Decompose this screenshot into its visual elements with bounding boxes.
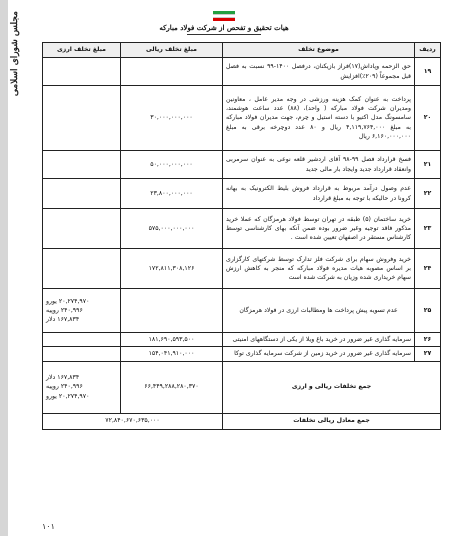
total-fx-dollar: ۱۶۷,۸۳۴ دلار bbox=[46, 374, 80, 382]
row-description: حق الزحمه وپاداش(۱۷)فراز بازیکنان، درفصل ۱۴۰۰-۹۹ نسبت به فصل قبل مجموعاً (۲۰۹٪)افزایش bbox=[223, 58, 415, 86]
row-rial-amount bbox=[121, 58, 223, 86]
row-description: پرداخت به عنوان کمک هزینه ورزشی در وجه مدیر عامل ، معاونین ومدیران شرکت فولاد مبارکه ( واحد)، (۸۸) عدد ساعت هوشمند، سامسونگ مدل اکتیو با دسته استیل و چرم، جهت مدیران فولاد مبارکه به مبلغ ۴,۱۱۹,۷۶۴,۰۰۰ ریال و ۸۰ عدد دوچرخه برقی به مبلغ ۶,۱۶۰,۰۰۰,۰۰۰ ریال bbox=[223, 86, 415, 151]
row-number: ۲۷ bbox=[415, 347, 441, 361]
row-rial-amount: ۲۳,۸۰۰,۰۰۰,۰۰۰ bbox=[121, 179, 223, 209]
row-number: ۲۴ bbox=[415, 249, 441, 289]
violations-table bbox=[42, 42, 441, 430]
table-row bbox=[43, 347, 441, 361]
total-fx-rupee: ۲۴۰,۹۹۶ روپیه bbox=[46, 383, 83, 391]
fx-amount-euro: ۲۰,۲۷۴,۹۷۰ یورو bbox=[46, 297, 90, 305]
row-fx-amount bbox=[43, 209, 121, 249]
row-fx-amount bbox=[43, 58, 121, 86]
iran-flag-icon bbox=[213, 11, 235, 21]
summary-equivalent-row bbox=[43, 413, 441, 429]
row-rial-amount: ۱۵۴,۰۴۱,۹۱۰,۰۰۰ bbox=[121, 347, 223, 361]
total-label: جمع تخلفات ریالی و ارزی bbox=[223, 361, 441, 413]
total-fx-amounts bbox=[43, 361, 121, 413]
header-subject: موضوع تخلف bbox=[223, 43, 415, 58]
fx-amount-dollar: ۱۶۷,۸۳۴ دلار bbox=[46, 316, 80, 324]
row-rial-amount: ۱۷۲,۸۱۱,۳۰۸,۱۲۶ bbox=[121, 249, 223, 289]
summary-total-row bbox=[43, 361, 441, 413]
header-emblem bbox=[159, 8, 289, 38]
row-fx-amount bbox=[43, 249, 121, 289]
page-number: ۱۰۱ bbox=[42, 522, 55, 531]
parliament-logo-text: مجلس شورای اسلامی bbox=[10, 11, 21, 97]
row-rial-amount bbox=[121, 289, 223, 333]
row-rial-amount: ۱۸۱,۶۹۰,۵۹۳,۵۰۰ bbox=[121, 333, 223, 347]
table-row bbox=[43, 86, 441, 151]
total-rial-amount: ۶۶,۴۴۹,۲۸۸,۲۸۰,۳۷۰ bbox=[121, 361, 223, 413]
row-rial-amount: ۳۰,۰۰۰,۰۰۰,۰۰۰ bbox=[121, 86, 223, 151]
table-row bbox=[43, 209, 441, 249]
row-fx-amount bbox=[43, 333, 121, 347]
row-number: ۲۳ bbox=[415, 209, 441, 249]
row-number: ۲۰ bbox=[415, 86, 441, 151]
row-description: فسخ قرارداد فصل ۹۹-۹۸ آقای اردشیر قلعه نوعی به عنوان سرمربی وانعقاد قرارداد جدید وایجاد بار مالی جدید bbox=[223, 151, 415, 179]
header-fx-amount: مبلغ تخلف ارزی bbox=[43, 43, 121, 58]
header-row-number: ردیف bbox=[415, 43, 441, 58]
row-description: سرمایه گذاری غیر ضرور در خرید زمین از شرکت سرمایه گذاری توکا bbox=[223, 347, 415, 361]
row-description: عدم وصول درآمد مربوط به قرارداد فروش بلیط الکترونیک به بهانه کرونا در حالیکه با توجه به مبلغ قرارداد bbox=[223, 179, 415, 209]
row-description: خرید ساختمان (۵) طبقه در تهران توسط فولاد هرمزگان که عملا خرید مذکور فاقد توجیه وغیر ضرور بوده ضمن آنکه بهای کارشناسی توسط کارشناس مستقر در اصفهان تعیین شده است . bbox=[223, 209, 415, 249]
total-fx-euro: ۲۰,۲۷۴,۹۷۰ یورو bbox=[46, 392, 90, 400]
table-row bbox=[43, 249, 441, 289]
header-underline bbox=[187, 34, 261, 35]
header-rial-amount: مبلغ تخلف ریالی bbox=[121, 43, 223, 58]
header-emblem-text: هیات تحقیق و تفحص از شرکت فولاد مبارکه bbox=[159, 23, 289, 32]
row-number: ۲۵ bbox=[415, 289, 441, 333]
row-description: خرید وفروش سهام برای شرکت فلز تدارک توسط شرکتهای کارگزاری بر اساس مصوبه هیات مدیره فولاد مبارکه که منجر به کاهش ارزش سهام خریداری شده وزیان به شرکت شده است bbox=[223, 249, 415, 289]
row-fx-amounts bbox=[43, 289, 121, 333]
parliament-logo bbox=[4, 8, 28, 100]
row-description: عدم تسویه پیش پرداخت ها ومطالبات ارزی در فولاد هرمزگان bbox=[223, 289, 415, 333]
table-row bbox=[43, 289, 441, 333]
row-number: ۱۹ bbox=[415, 58, 441, 86]
table-row bbox=[43, 151, 441, 179]
equivalent-label: جمع معادل ریالی تخلفات bbox=[223, 413, 441, 429]
row-number: ۲۶ bbox=[415, 333, 441, 347]
table-row bbox=[43, 58, 441, 86]
row-fx-amount bbox=[43, 179, 121, 209]
row-description: سرمایه گذاری غیر ضرور در خرید باغ ویلا از یکی از دستگاههای امنیتی bbox=[223, 333, 415, 347]
table-row bbox=[43, 179, 441, 209]
row-fx-amount bbox=[43, 86, 121, 151]
equivalent-total: ۷۲,۸۴۰,۶۷۰,۶۳۵,۰۰۰ bbox=[43, 413, 223, 429]
table-row bbox=[43, 333, 441, 347]
table-header-row bbox=[43, 43, 441, 58]
row-rial-amount: ۵۷۵,۰۰۰,۰۰۰,۰۰۰ bbox=[121, 209, 223, 249]
fx-amount-rupee: ۲۴۰,۹۹۶ روپیه bbox=[46, 306, 83, 314]
row-number: ۲۱ bbox=[415, 151, 441, 179]
row-fx-amount bbox=[43, 347, 121, 361]
row-number: ۲۲ bbox=[415, 179, 441, 209]
row-rial-amount: ۵۰,۰۰۰,۰۰۰,۰۰۰ bbox=[121, 151, 223, 179]
row-fx-amount bbox=[43, 151, 121, 179]
